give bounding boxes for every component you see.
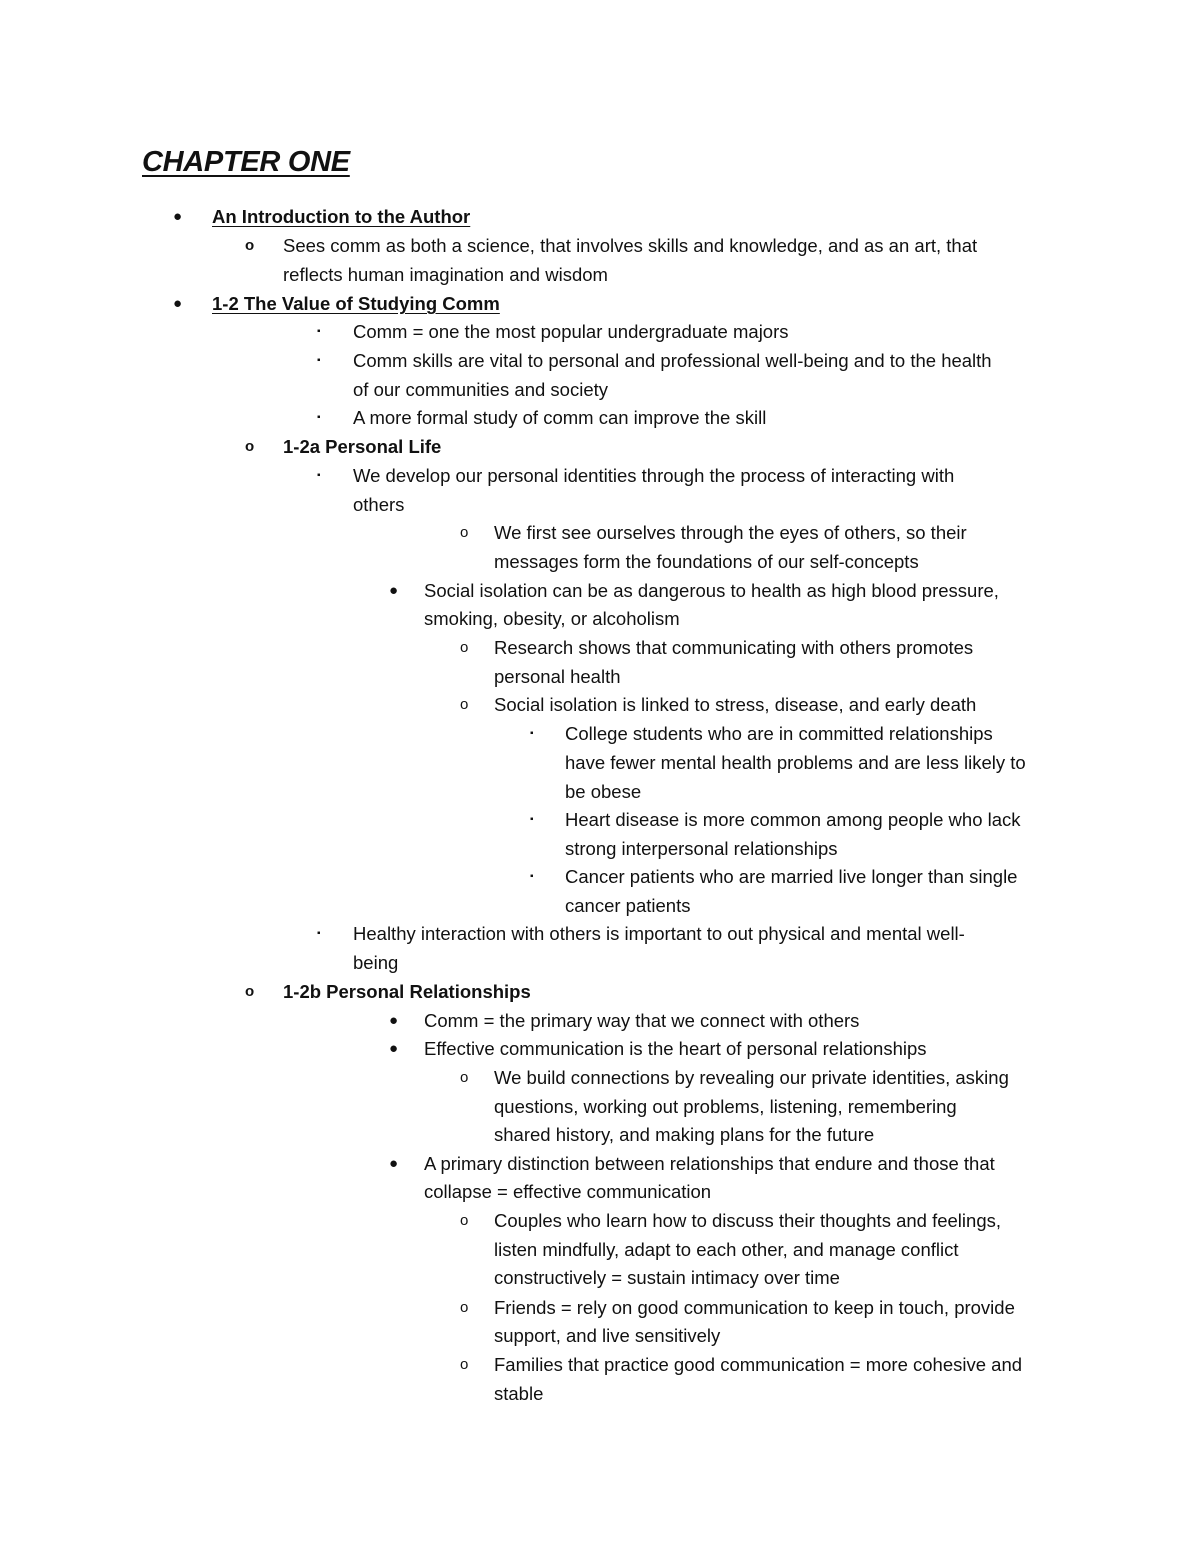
text-line: listen mindfully, adapt to each other, and manage conflict <box>494 1239 959 1260</box>
bullet-o-icon: o <box>245 438 255 455</box>
text-line: Research shows that communicating with others promotes <box>494 637 974 658</box>
text-line: others <box>353 494 405 515</box>
section-heading-value: 1-2 The Value of Studying Comm <box>212 293 500 314</box>
bullet-square-icon: ▪ <box>530 871 534 882</box>
bullet-square-icon: ▪ <box>317 412 321 423</box>
bullet-dot-icon: ● <box>389 582 399 599</box>
chapter-title: CHAPTER ONE <box>142 146 350 178</box>
bullet-dot-icon: ● <box>389 1155 399 1172</box>
text-line: Families that practice good communication = more cohesive and <box>494 1354 1023 1375</box>
text-line: Cancer patients who are married live longer than single <box>565 866 1018 887</box>
text-line: messages form the foundations of our self-concepts <box>494 551 919 572</box>
text-line: A more formal study of comm can improve the skill <box>353 407 767 428</box>
bullet-o-icon: o <box>460 1299 469 1316</box>
bullet-square-icon: ▪ <box>317 355 321 366</box>
text-line: A primary distinction between relationships that endure and those that <box>424 1153 995 1174</box>
text-line: We develop our personal identities through the process of interacting with <box>353 465 955 486</box>
text-line: constructively = sustain intimacy over time <box>494 1267 840 1288</box>
text-line: Comm = the primary way that we connect with others <box>424 1010 860 1031</box>
text-line: reflects human imagination and wisdom <box>283 264 608 285</box>
bullet-o-icon: o <box>460 639 469 656</box>
text-line: Social isolation can be as dangerous to health as high blood pressure, <box>424 580 999 601</box>
bullet-o-icon: o <box>245 237 255 254</box>
text-line: Sees comm as both a science, that involves skills and knowledge, and as an art, that <box>283 235 978 256</box>
bullet-dot-icon: ● <box>173 295 183 312</box>
bullet-o-icon: o <box>245 983 255 1000</box>
text-line: shared history, and making plans for the future <box>494 1124 875 1145</box>
subsection-heading-personal-life: 1-2a Personal Life <box>283 436 442 457</box>
text-line: support, and live sensitively <box>494 1325 721 1346</box>
bullet-square-icon: ▪ <box>317 470 321 481</box>
text-line: strong interpersonal relationships <box>565 838 838 859</box>
text-line: College students who are in committed relationships <box>565 723 993 744</box>
text-line: stable <box>494 1383 544 1404</box>
bullet-square-icon: ▪ <box>317 326 321 337</box>
text-line: being <box>353 952 399 973</box>
text-line: Healthy interaction with others is important to out physical and mental well- <box>353 923 965 944</box>
text-line: We build connections by revealing our private identities, asking <box>494 1067 1009 1088</box>
text-line: Heart disease is more common among people who lack <box>565 809 1021 830</box>
text-line: Comm skills are vital to personal and professional well-being and to the health <box>353 350 992 371</box>
text-line: We first see ourselves through the eyes of others, so their <box>494 522 967 543</box>
bullet-o-icon: o <box>460 1069 469 1086</box>
bullet-o-icon: o <box>460 696 469 713</box>
bullet-square-icon: ▪ <box>530 728 534 739</box>
text-line: personal health <box>494 666 621 687</box>
bullet-o-icon: o <box>460 1212 469 1229</box>
text-line: questions, working out problems, listening, remembering <box>494 1096 957 1117</box>
text-line: cancer patients <box>565 895 691 916</box>
text-line: be obese <box>565 781 642 802</box>
text-line: Social isolation is linked to stress, disease, and early death <box>494 694 977 715</box>
text-line: Friends = rely on good communication to keep in touch, provide <box>494 1297 1015 1318</box>
text-line: Couples who learn how to discuss their thoughts and feelings, <box>494 1210 1001 1231</box>
bullet-dot-icon: ● <box>389 1012 399 1029</box>
bullet-square-icon: ▪ <box>317 928 321 939</box>
text-line: collapse = effective communication <box>424 1181 712 1202</box>
bullet-square-icon: ▪ <box>530 814 534 825</box>
bullet-dot-icon: ● <box>389 1040 399 1057</box>
bullet-o-icon: o <box>460 524 469 541</box>
text-line: have fewer mental health problems and are less likely to <box>565 752 1026 773</box>
text-line: of our communities and society <box>353 379 609 400</box>
text-line: Comm = one the most popular undergraduate majors <box>353 321 789 342</box>
bullet-o-icon: o <box>460 1356 469 1373</box>
subsection-heading-personal-relationships: 1-2b Personal Relationships <box>283 981 531 1002</box>
text-line: smoking, obesity, or alcoholism <box>424 608 680 629</box>
bullet-dot-icon: ● <box>173 208 183 225</box>
section-heading-author: An Introduction to the Author <box>212 206 471 227</box>
text-line: Effective communication is the heart of personal relationships <box>424 1038 927 1059</box>
